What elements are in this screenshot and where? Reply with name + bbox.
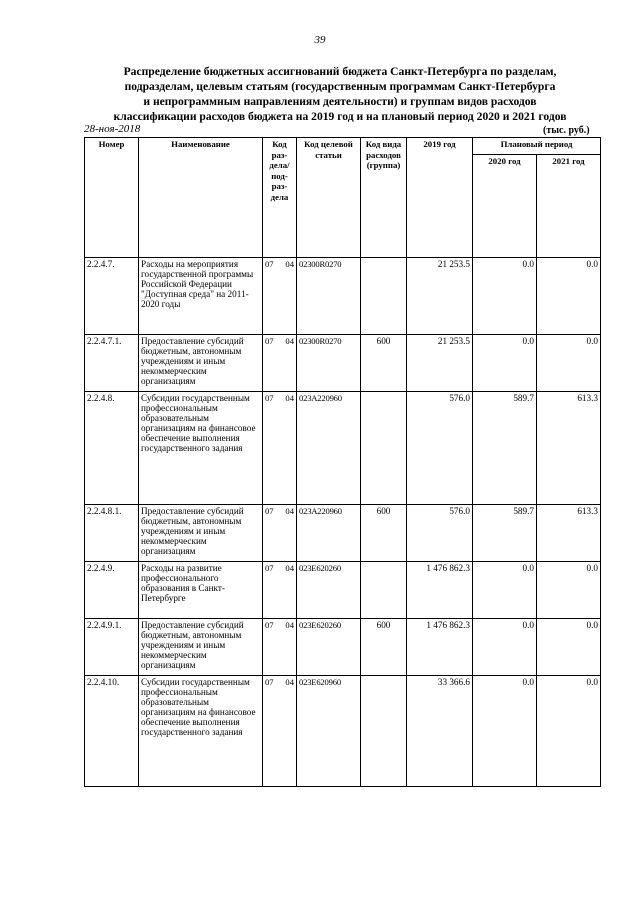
row-podrazdel-code: 04 (285, 620, 294, 630)
header-vid: Код вида расходов (группа) (361, 138, 407, 258)
row-name: Расходы на развитие профессионального образования в Санкт-Петербурге (139, 562, 263, 619)
row-target: 023E620960 (297, 676, 361, 787)
row-name: Расходы на мероприятия государственной программы Российской Федерации "Доступная среда" на 2011-2020 годы (139, 258, 263, 335)
row-2019: 1 476 862.3 (407, 619, 473, 676)
row-name: Предоставление субсидий бюджетным, автономным учреждениям и иным некоммерческим организациям (139, 505, 263, 562)
page-number: 39 (314, 34, 326, 46)
row-number: 2.2.4.8.1. (85, 505, 139, 562)
row-podrazdel-code: 04 (285, 677, 294, 687)
row-number: 2.2.4.8. (85, 392, 139, 505)
row-podrazdel-code: 04 (285, 506, 294, 516)
row-number: 2.2.4.7. (85, 258, 139, 335)
row-vid: 600 (361, 335, 407, 392)
budget-table (84, 137, 601, 787)
row-vid: 600 (361, 505, 407, 562)
row-razdel (263, 562, 297, 619)
row-2021: 613.3 (537, 392, 601, 505)
row-vid (361, 676, 407, 787)
row-name: Предоставление субсидий бюджетным, автономным учреждениям и иным некоммерческим организациям (139, 335, 263, 392)
row-2019: 33 366.6 (407, 676, 473, 787)
row-2020: 0.0 (473, 258, 537, 335)
row-razdel (263, 676, 297, 787)
row-2020: 589.7 (473, 392, 537, 505)
header-name: Наименование (139, 138, 263, 258)
title-line-3: и непрограммным направлениям деятельности) и группам видов расходов (143, 95, 537, 108)
header-razdel: Код раз- дела/ под- раз- дела (263, 138, 297, 258)
row-2020: 0.0 (473, 619, 537, 676)
row-vid: 600 (361, 619, 407, 676)
row-podrazdel-code: 04 (285, 563, 294, 573)
row-2019: 21 253.5 (407, 335, 473, 392)
header-2021: 2021 год (537, 155, 601, 258)
row-razdel (263, 392, 297, 505)
row-number: 2.2.4.9. (85, 562, 139, 619)
row-target: 023E620260 (297, 562, 361, 619)
row-razdel (263, 258, 297, 335)
row-2020: 0.0 (473, 676, 537, 787)
row-target: 023A220960 (297, 392, 361, 505)
row-number: 2.2.4.9.1. (85, 619, 139, 676)
row-target: 023A220960 (297, 505, 361, 562)
table-body (85, 258, 601, 787)
row-2021: 0.0 (537, 335, 601, 392)
row-2021: 0.0 (537, 676, 601, 787)
table-row (85, 562, 601, 619)
header-number: Номер (85, 138, 139, 258)
table-row (85, 392, 601, 505)
row-razdel-code: 07 (265, 563, 274, 573)
row-vid (361, 392, 407, 505)
row-number: 2.2.4.7.1. (85, 335, 139, 392)
row-razdel-code: 07 (265, 677, 274, 687)
row-vid (361, 562, 407, 619)
row-2021: 0.0 (537, 619, 601, 676)
document-date: 28-ноя-2018 (84, 123, 141, 135)
row-target: 023E620260 (297, 619, 361, 676)
row-2020: 0.0 (473, 562, 537, 619)
row-target: 02300R0270 (297, 258, 361, 335)
row-vid (361, 258, 407, 335)
row-podrazdel-code: 04 (285, 336, 294, 346)
row-2019: 1 476 862.3 (407, 562, 473, 619)
table-row (85, 619, 601, 676)
row-razdel-code: 07 (265, 259, 274, 269)
row-2019: 21 253.5 (407, 258, 473, 335)
title-line-4: классификации расходов бюджета на 2019 год и на плановый период 2020 и 2021 годов (113, 110, 567, 123)
row-razdel-code: 07 (265, 620, 274, 630)
row-name: Субсидии государственным профессиональным образовательным организациям на финансовое обеспечение выполнения государственного задания (139, 392, 263, 505)
table-row (85, 676, 601, 787)
row-podrazdel-code: 04 (285, 393, 294, 403)
row-razdel-code: 07 (265, 393, 274, 403)
table-row (85, 505, 601, 562)
row-razdel (263, 619, 297, 676)
title-line-2: подразделам, целевым статьям (государственным программам Санкт-Петербурга (124, 80, 556, 93)
table-row (85, 258, 601, 335)
header-2019: 2019 год (407, 138, 473, 258)
header-target: Код целевой статьи (297, 138, 361, 258)
row-2019: 576.0 (407, 392, 473, 505)
document-title (80, 64, 600, 124)
header-planned-period: Плановый период (473, 138, 601, 155)
row-name: Субсидии государственным профессиональным образовательным организациям на финансовое обеспечение выполнения государственного задания (139, 676, 263, 787)
row-podrazdel-code: 04 (285, 259, 294, 269)
row-razdel-code: 07 (265, 506, 274, 516)
row-name: Предоставление субсидий бюджетным, автономным учреждениям и иным некоммерческим организациям (139, 619, 263, 676)
row-2021: 0.0 (537, 562, 601, 619)
row-2019: 576.0 (407, 505, 473, 562)
row-2020: 589.7 (473, 505, 537, 562)
table-row (85, 335, 601, 392)
row-razdel (263, 335, 297, 392)
title-line-1: Распределение бюджетных ассигнований бюджета Санкт-Петербурга по разделам, (123, 65, 557, 78)
row-razdel-code: 07 (265, 336, 274, 346)
row-razdel (263, 505, 297, 562)
header-2020: 2020 год (473, 155, 537, 258)
units-label: (тыс. руб.) (543, 125, 590, 136)
row-2020: 0.0 (473, 335, 537, 392)
row-number: 2.2.4.10. (85, 676, 139, 787)
row-2021: 613.3 (537, 505, 601, 562)
row-target: 02300R0270 (297, 335, 361, 392)
row-2021: 0.0 (537, 258, 601, 335)
